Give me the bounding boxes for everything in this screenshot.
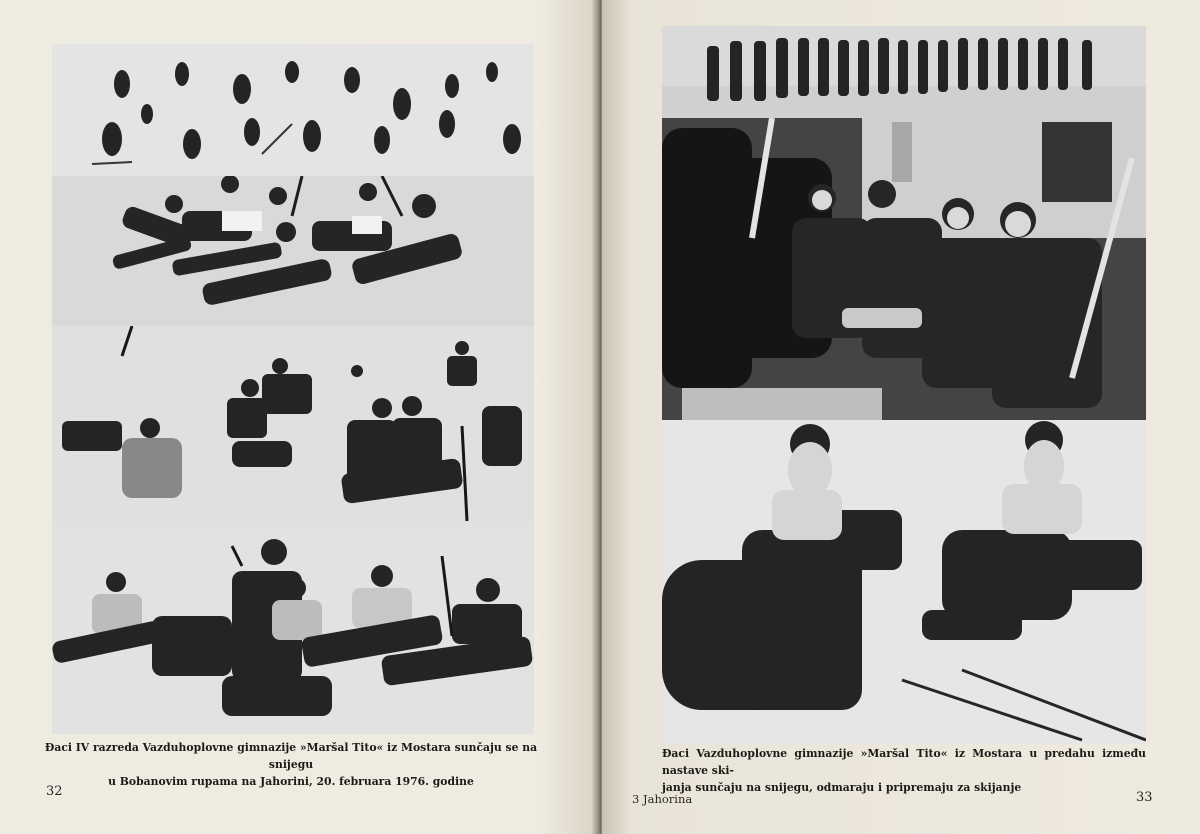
running-footer: 3 Jahorina xyxy=(632,792,693,806)
photo-group-seated xyxy=(52,176,534,326)
right-caption xyxy=(662,745,1146,796)
left-caption xyxy=(44,739,538,790)
photo-two-boys-on-snow xyxy=(662,420,1146,744)
left-caption-line2: u Bobanovim rupama na Jahorini, 20. februara 1976. godine xyxy=(108,775,474,788)
photo-lineup-on-slope xyxy=(662,26,1146,118)
photo-group-with-poles xyxy=(52,326,534,526)
left-page xyxy=(0,0,598,834)
right-caption-line2: janja sunčaju na snijegu, odmaraju i pripremaju za skijanje xyxy=(662,781,1022,794)
photo-group-front xyxy=(52,526,534,734)
right-page xyxy=(602,0,1200,834)
photo-skiers-on-slope xyxy=(52,44,534,176)
right-page-number: 33 xyxy=(1136,790,1153,805)
right-caption-line1: Đaci Vazduhoplovne gimnazije »Maršal Tito« iz Mostara u predahu između nastave ski- xyxy=(662,747,1146,777)
left-page-number: 32 xyxy=(46,784,63,799)
photo-resting-at-hut xyxy=(662,118,1146,420)
left-caption-line1: Đaci IV razreda Vazduhoplovne gimnazije »Maršal Tito« iz Mostara sunčaju se na snijegu xyxy=(44,741,538,771)
